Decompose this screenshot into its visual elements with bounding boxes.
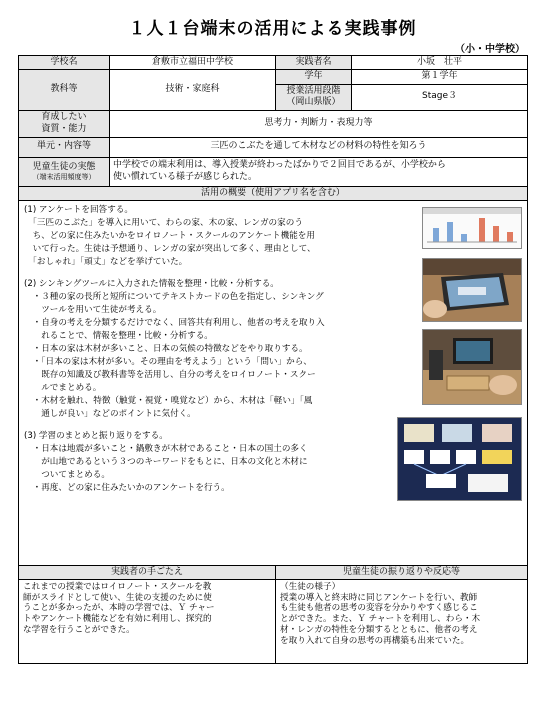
status-line: 使い慣れている様子が感じられた。 (113, 171, 258, 182)
overview-line: いて行った。生徒は予想通り、レンガの家が突出して多く、理由として、 (24, 243, 316, 254)
teacher-label: 実践者名 (276, 56, 352, 70)
overview-line: ・自身の考えを分類するだけでなく、回答共有利用し、他者の考えを取り入 (24, 317, 325, 328)
status-line: 中学校での端末利用は、導入授業が終わったばかりで２回目であるが、小学校から (113, 160, 446, 171)
tablet-photo-graphic (423, 259, 521, 321)
overview-line: ・再度、どの家に住みたいかのアンケートを行う。 (24, 482, 230, 493)
ability-label (19, 110, 110, 137)
stage-value: Stage３ (352, 84, 528, 110)
overview-line: ・日本の家は木材が多いこと、日本の気候の特徴などをやり取りする。 (24, 343, 308, 354)
subject-label: 教科等 (19, 70, 110, 110)
grade-label: 学年 (276, 70, 352, 84)
status-label-sub: （端末活用頻度等） (32, 172, 96, 181)
practice-sheet (18, 55, 528, 664)
overview-header: 活用の概要（使用アプリ名を含む） (19, 186, 528, 200)
grade-value: 第１学年 (352, 70, 528, 84)
overview-line: れることで、情報を整理・比較・分析する。 (24, 330, 213, 341)
teacher-reflection-line: 師がスライドとして使い、生徒の支援のために使 (23, 592, 212, 603)
unit-value: 三匹のこぶたを通して木材などの材料の特性を知ろう (110, 137, 528, 157)
status-value (110, 157, 528, 186)
overview-line: 「三匹のこぶた」を導入に用いて、わらの家、木の家、レンガの家のう (24, 217, 303, 228)
stage-label (276, 84, 352, 110)
summary-screenshot (397, 417, 522, 501)
teacher-reflection-header: 実践者の手ごたえ (19, 565, 276, 579)
teacher-reflection-line: これまでの授業ではロイロノート・スクールを教 (23, 582, 212, 592)
overview-text (24, 204, 419, 495)
student-reflection-line: 授業の導入と終末時に同じアンケートを行い、教師 (280, 592, 478, 603)
overview-line: 通しが良い」などのポイントに気付く。 (24, 408, 196, 419)
overview-line: 既存の知識及び教科書等を活用し、自分の考えをロイロノート・スクー (24, 369, 316, 380)
ability-label-line2: 資質・能力 (41, 123, 87, 134)
overview-line: ついてまとめる。 (24, 469, 110, 480)
teacher-reflection-line: な学習を行うことができた。 (23, 624, 135, 635)
school-name: 倉敷市立福田中学校 (110, 56, 276, 70)
teacher-reflection-line: トやアンケート機能などを有効に利用し、探究的 (23, 614, 212, 625)
overview-line: (3) 学習のまとめと振り返りをする。 (24, 430, 168, 441)
overview-line: ルでまとめる。 (24, 382, 102, 393)
school-level-tag: （小・中学校） (455, 44, 525, 55)
overview-line: (1) アンケートを回答する。 (24, 204, 133, 215)
summary-slide-graphic (398, 418, 521, 500)
status-label-main: 児童生徒の実態 (32, 161, 96, 172)
teacher-reflection-line: うことが多かったが、本時の学習では、Ｙ チャー (23, 603, 215, 614)
ability-value: 思考力・判断力・表現力等 (110, 110, 528, 137)
overview-line: ・３種の家の長所と短所についてテキストカードの色を指定し、シンキング (24, 291, 324, 302)
overview-body (19, 200, 528, 565)
overview-line: ツールを用いて生徒が考える。 (24, 304, 162, 315)
wood-photo (422, 329, 522, 405)
student-reflection-line: 材・レンガの特性を分類するとともに、他者の考え (280, 624, 478, 635)
overview-line: ・「日本の家は木材が多い。その理由を考えよう」という「問い」から、 (24, 356, 312, 367)
ability-label-line1: 育成したい (41, 112, 87, 123)
stage-label-line1: 授業活用段階 (286, 85, 341, 96)
subject-value: 技術・家庭科 (110, 70, 276, 110)
overview-line: ・日本は地震が多いこと・鍋敷きが木材であること・日本の国土の多く (24, 443, 308, 454)
overview-line: 「おしゃれ」「頑丈」などを挙げていた。 (24, 256, 188, 267)
tablet-photo (422, 258, 522, 322)
teacher-reflection-body (19, 580, 276, 664)
page-title: １人１台端末の活用による実践事例 (128, 19, 417, 39)
survey-bars-graphic (423, 208, 521, 248)
school-label: 学校名 (19, 56, 110, 70)
overview-line: (2) シンキングツールに入力された情報を整理・比較・分析する。 (24, 278, 279, 289)
student-reflection-header: 児童生徒の振り返りや反応等 (276, 565, 528, 579)
student-reflection-line: （生徒の様子） (280, 582, 341, 592)
survey-screenshot (422, 207, 522, 249)
student-reflection-body (276, 580, 528, 664)
overview-line: ・木材を触れ、特徴（触覚・視覚・嗅覚など）から、木材は「軽い」「風 (24, 395, 313, 406)
overview-line: ち、どの家に住みたいかをロイロノート・スクールのアンケート機能を用 (24, 230, 315, 241)
overview-line: が山地であるという３つのキーワードをもとに、日本の文化と木材に (24, 456, 308, 467)
status-label (19, 157, 110, 186)
student-reflection-line: とができた。また、Ｙ チャートを利用し、わら・木 (280, 614, 481, 625)
student-reflection-line: も生徒も他者の思考の変容を分かりやすく感じるこ (280, 603, 478, 614)
unit-label: 単元・内容等 (19, 137, 110, 157)
stage-label-line2: （岡山県版） (286, 97, 341, 107)
wood-photo-graphic (423, 330, 521, 404)
student-reflection-line: を取り入れて自身の思考の再構築も出来ていた。 (280, 635, 470, 646)
teacher-name: 小坂 壮平 (352, 56, 528, 70)
